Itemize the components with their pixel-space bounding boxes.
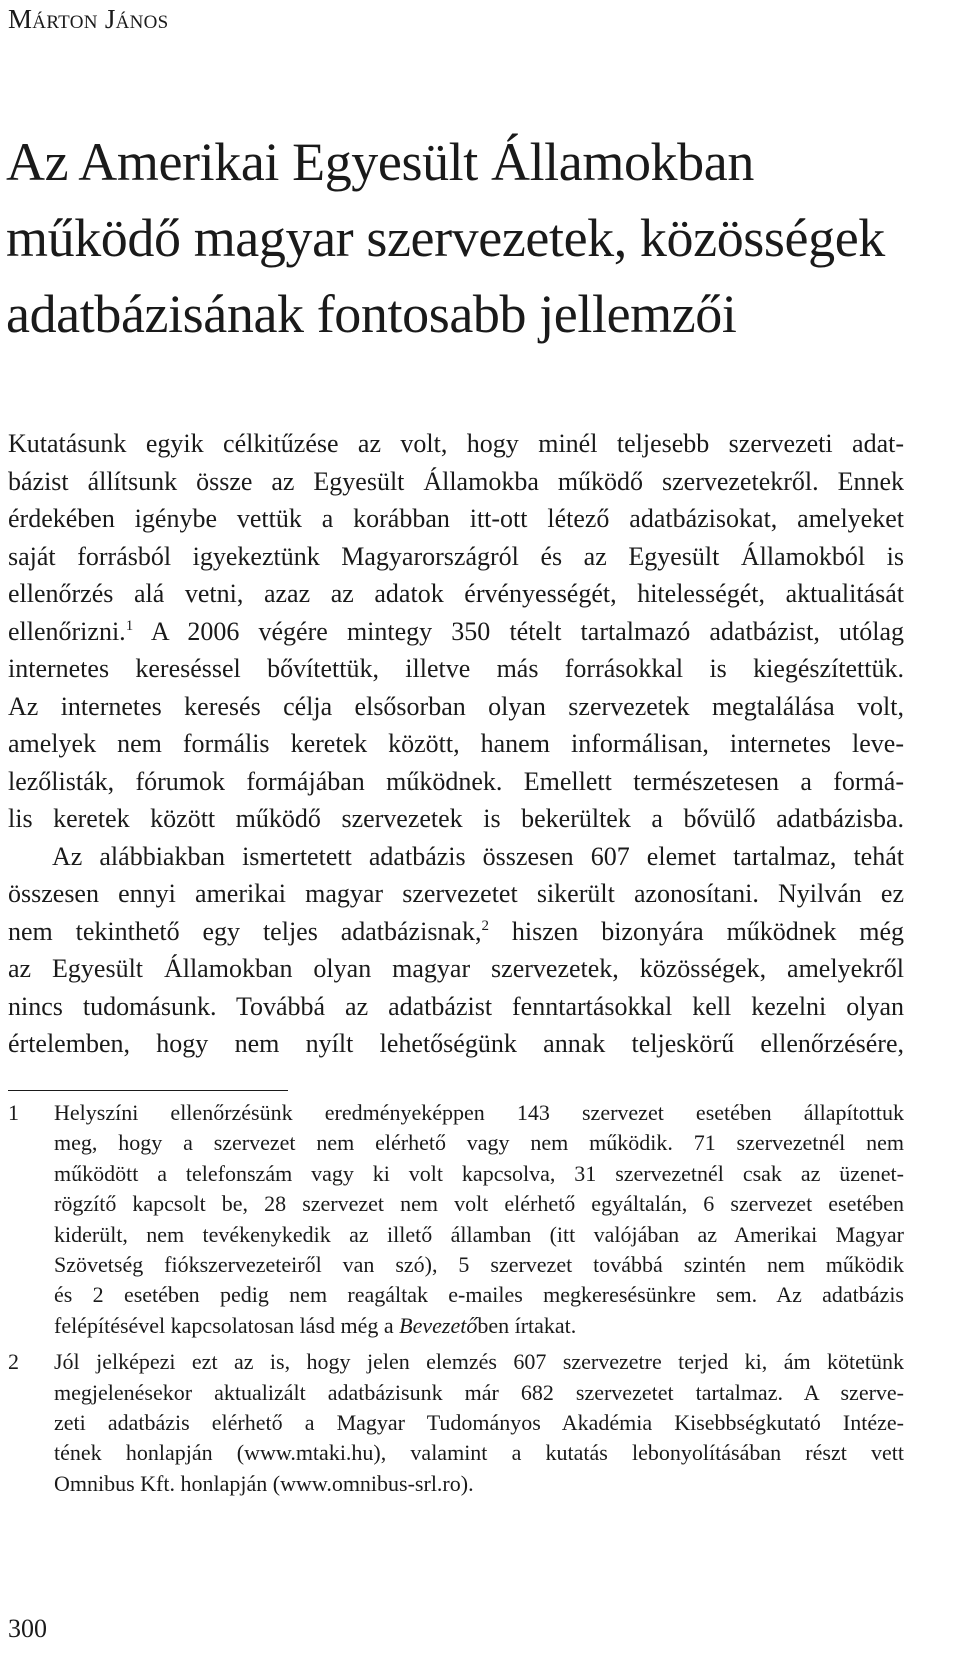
body-line: Kutatásunk egyik célkitűzése az volt, hogy minél teljesebb szervezeti adat-	[8, 429, 904, 458]
body-line: bázist állítsunk össze az Egyesült Államokba működő szervezetekről. Ennek	[8, 466, 904, 496]
footnote-1	[8, 1098, 904, 1341]
footnote-line: Jól jelképezi ezt az is, hogy jelen elemzés 607 szervezetre terjed ki, ám kötetünk	[54, 1349, 904, 1375]
footnote-text-segment: ben írtakat.	[477, 1312, 577, 1338]
footnote-italic-reference: Bevezető	[399, 1312, 478, 1338]
body-line: amelyek nem formális keretek között, hanem informálisan, internetes leve-	[8, 729, 904, 758]
footnote-line: tének honlapján (www.mtaki.hu), valamint a kutatás lebonyolításában részt vett	[54, 1440, 904, 1466]
body-text	[8, 425, 904, 1063]
body-line: Az internetes keresés célja elsősorban olyan szervezetek megtalálása volt,	[8, 691, 904, 721]
body-line: az Egyesült Államokban olyan magyar szervezetek, közösségek, amelyekről	[8, 954, 904, 983]
footnote-line: Helyszíni ellenőrzésünk eredményeképpen 143 szervezet esetében állapítottuk	[54, 1100, 904, 1125]
footnote-line: működött a telefonszám vagy ki volt kapcsolva, 31 szervezetnél csak az üzenet-	[54, 1160, 904, 1186]
body-line: nincs tudomásunk. Továbbá az adatbázist fenntartásokkal kell kezelni olyan	[8, 991, 904, 1021]
footnote-line: Omnibus Kft. honlapján (www.omnibus-srl.ro).	[54, 1470, 474, 1496]
title-line: adatbázisának fontosabb jellemzői	[6, 284, 737, 344]
footnote-line: megjelenésekor aktualizált adatbázisunk már 682 szervezetet tartalmaz. A szerve-	[54, 1379, 904, 1405]
footnote-text-segment: felépítésével kapcsolatosan lásd még a	[54, 1312, 400, 1338]
body-line: összesen ennyi amerikai magyar szervezetet sikerült azonosítani. Nyilván ez	[8, 879, 904, 908]
footnotes	[8, 1098, 904, 1499]
footnote-line: zeti adatbázis elérhető a Magyar Tudományos Akadémia Kisebbségkutató Intéze-	[54, 1409, 904, 1435]
footnote-ref-2[interactable]: 2	[481, 917, 489, 934]
footnote-2	[8, 1347, 904, 1499]
page-number: 300	[8, 1614, 47, 1643]
body-line: saját forrásból igyekeztünk Magyarországról és az Egyesült Államokból is	[8, 541, 904, 571]
title-line: működő magyar szervezetek, közösségek	[6, 208, 885, 268]
footnote-line: rögzítő kapcsolt be, 28 szervezet nem volt elérhető egyáltalán, 6 szervezet esetében	[54, 1191, 904, 1217]
footnote-separator	[8, 1090, 288, 1091]
footnote-line: meg, hogy a szervezet nem elérhető vagy nem működik. 71 szervezetnél nem	[54, 1130, 904, 1156]
body-line: lis keretek között működő szervezetek is bekerültek a bővülő adatbázisba.	[8, 804, 904, 833]
footnote-ref-1[interactable]: 1	[125, 617, 134, 634]
title-line: Az Amerikai Egyesült Államokban	[6, 132, 754, 192]
footnote-line	[54, 1311, 904, 1341]
running-head-author: Márton János	[8, 4, 169, 34]
body-text-segment: A 2006 végére mintegy 350 tételt tartalmazó adatbázist, utólag	[133, 616, 904, 646]
body-text-segment: nem tekinthető egy teljes adatbázisnak,	[8, 916, 482, 946]
footnote-line: és 2 esetében pedig nem reagáltak e-mailes megkeresésünkre sem. Az adatbázis	[54, 1282, 904, 1308]
body-line: internetes kereséssel bővítettük, illetve más forrásokkal is kiegészítettük.	[8, 654, 904, 683]
article-title	[6, 124, 946, 352]
body-line: ellenőrzés alá vetni, azaz az adatok érvényességét, hitelességét, aktualitását	[8, 579, 904, 608]
body-line: értelemben, hogy nem nyílt lehetőségünk annak teljeskörű ellenőrzésére,	[8, 1029, 904, 1058]
footnote-line: Szövetség fiókszervezeteiről van szó), 5 szervezet továbbá szintén nem működik	[54, 1251, 904, 1277]
body-line	[8, 913, 904, 951]
body-line: érdekében igénybe vettük a korábban itt-ott létező adatbázisokat, amelyeket	[8, 504, 904, 533]
body-text-segment: ellenőrizni.	[8, 616, 126, 646]
body-line	[8, 613, 904, 651]
footnote-line: kiderült, nem tevékenykedik az illető államban (itt valójában az Amerikai Magyar	[54, 1221, 904, 1247]
body-line: lezőlisták, fórumok formájában működnek. Emellett természetesen a formá-	[8, 766, 904, 796]
footnote-number: 2	[8, 1349, 19, 1375]
footnote-number: 1	[8, 1100, 19, 1125]
body-text-segment: hiszen bizonyára működnek még	[488, 916, 904, 946]
body-line: Az alábbiakban ismertetett adatbázis összesen 607 elemet tartalmaz, tehát	[52, 841, 904, 871]
